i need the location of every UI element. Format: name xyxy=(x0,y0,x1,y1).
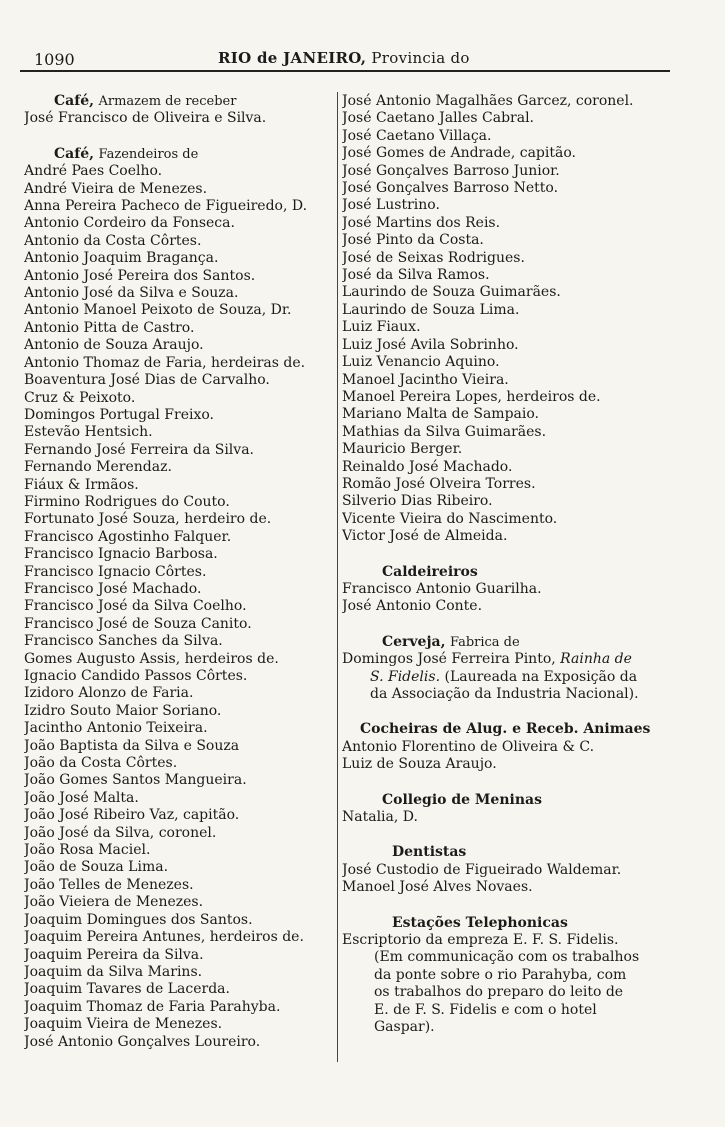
cerveja-entry-line-3: da Associação da Industria Nacional). xyxy=(370,686,639,702)
list-entry: João José Malta. xyxy=(24,789,139,806)
list-entry: Antonio José da Silva e Souza. xyxy=(24,285,239,302)
list-entry: os trabalhos do preparo do leito de xyxy=(374,984,624,1001)
list-entry: Joaquim da Silva Marins. xyxy=(24,963,203,980)
list-entry: Luiz de Souza Araujo. xyxy=(342,756,497,773)
list-entry: José Antonio Conte. xyxy=(342,598,483,615)
running-title-main: RIO de JANEIRO, xyxy=(218,49,367,67)
list-entry: André Vieira de Menezes. xyxy=(24,180,208,197)
list-entry: Francisco José de Souza Canito. xyxy=(24,615,252,632)
list-entry: Fiáux & Irmãos. xyxy=(24,476,139,493)
list-entry: José Custodio de Figueirado Waldemar. xyxy=(342,861,622,878)
list-entry: José da Silva Ramos. xyxy=(342,267,490,284)
list-entry: Joaquim Domingues dos Santos. xyxy=(24,911,253,928)
list-entry: Mathias da Silva Guimarães. xyxy=(342,423,547,440)
list-entry: José Caetano Jalles Cabral. xyxy=(342,110,534,127)
running-title xyxy=(218,49,470,67)
list-entry: Manoel Pereira Lopes, herdeiros de. xyxy=(342,388,601,405)
list-entry: José Gonçalves Barroso Junior. xyxy=(342,162,560,179)
list-entry: Antonio da Costa Côrtes. xyxy=(24,232,202,249)
list-entry: João da Costa Côrtes. xyxy=(24,755,178,772)
list-entry: Antonio Florentino de Oliveira & C. xyxy=(342,738,595,755)
list-entry: Luiz Fiaux. xyxy=(342,319,421,336)
list-entry: Mauricio Berger. xyxy=(342,441,463,458)
list-entry: Antonio José Pereira dos Santos. xyxy=(24,267,256,284)
list-entry: Izidoro Alonzo de Faria. xyxy=(24,685,194,702)
list-entry: Antonio Manoel Peixoto de Souza, Dr. xyxy=(24,302,292,319)
list-entry: José de Seixas Rodrigues. xyxy=(342,249,525,266)
cafe-fazendeiros-list xyxy=(24,163,342,1051)
list-entry: Francisco Ignacio Barbosa. xyxy=(24,546,218,563)
list-entry: João José Ribeiro Vaz, capitão. xyxy=(24,807,240,824)
category-heading-cocheiras: Cocheiras de Alug. e Receb. Animaes xyxy=(360,721,651,738)
list-entry: Fernando José Ferreira da Silva. xyxy=(24,441,254,458)
cafe-armazem-list xyxy=(24,110,342,127)
caldeireiros-list xyxy=(342,581,682,616)
list-entry: José Lustrino. xyxy=(342,197,440,214)
list-entry: Antonio Pitta de Castro. xyxy=(24,319,195,336)
list-entry: José Antonio Magalhães Garcez, coronel. xyxy=(342,93,634,109)
cafe-continued-list xyxy=(342,93,682,546)
list-entry: Francisco Agostinho Falquer. xyxy=(24,528,232,545)
list-entry: Francisco Sanches da Silva. xyxy=(24,633,223,650)
list-entry: E. de F. S. Fidelis e com o hotel xyxy=(374,1001,597,1018)
list-entry: Luiz Venancio Aquino. xyxy=(342,354,500,371)
list-entry: José Pinto da Costa. xyxy=(342,232,484,249)
list-entry: Jacintho Antonio Teixeira. xyxy=(24,720,208,737)
cerveja-entry-line-1: Domingos José Ferreira Pinto, Rainha de xyxy=(342,651,632,668)
list-entry: José Caetano Villaça. xyxy=(342,127,492,144)
list-entry: Manoel José Alves Novaes. xyxy=(342,879,533,896)
list-entry: José Francisco de Oliveira e Silva. xyxy=(24,110,267,127)
list-entry: Ignacio Candido Passos Côrtes. xyxy=(24,668,248,684)
list-entry: José Antonio Gonçalves Loureiro. xyxy=(24,1033,261,1050)
list-entry: José Gonçalves Barroso Netto. xyxy=(342,180,559,197)
list-entry: Laurindo de Souza Lima. xyxy=(342,301,520,318)
list-entry: Francisco Ignacio Côrtes. xyxy=(24,563,207,580)
list-entry: Gomes Augusto Assis, herdeiros de. xyxy=(24,650,279,667)
list-entry: Boaventura José Dias de Carvalho. xyxy=(24,372,270,389)
list-entry: João Baptista da Silva e Souza xyxy=(24,737,240,754)
cocheiras-list xyxy=(342,739,682,774)
list-entry: Escriptorio da empreza E. F. S. Fidelis. xyxy=(342,932,619,949)
dentistas-list xyxy=(342,862,682,897)
list-entry: Natalia, D. xyxy=(342,809,418,826)
list-entry: Antonio Joaquim Bragança. xyxy=(24,250,219,267)
category-heading-cafe-armazem: Café, Armazem de receber xyxy=(54,93,237,109)
list-entry: José Martins dos Reis. xyxy=(342,214,501,231)
category-heading-dentistas: Dentistas xyxy=(392,844,467,861)
list-entry: João José da Silva, coronel. xyxy=(24,824,217,841)
list-entry: Antonio Cordeiro da Fonseca. xyxy=(24,215,235,232)
list-entry: Anna Pereira Pacheco de Figueiredo, D. xyxy=(24,198,308,215)
collegio-list xyxy=(342,809,682,826)
category-heading-cerveja: Cerveja, Fabrica de xyxy=(382,633,520,650)
list-entry: Vicente Vieira do Nascimento. xyxy=(342,510,558,527)
list-entry: João Telles de Menezes. xyxy=(24,876,194,893)
list-entry: Estevão Hentsich. xyxy=(24,424,153,441)
list-entry: Joaquim Tavares de Lacerda. xyxy=(24,981,230,998)
category-heading-cafe-fazendeiros: Café, Fazendeiros de xyxy=(54,145,199,162)
list-entry: Fortunato José Souza, herdeiro de. xyxy=(24,511,272,528)
list-entry: Antonio de Souza Araujo. xyxy=(24,337,204,354)
list-entry: Romão José Olveira Torres. xyxy=(342,475,536,492)
list-entry: Fernando Merendaz. xyxy=(24,459,172,476)
list-entry: Silverio Dias Ribeiro. xyxy=(342,493,493,510)
list-entry: Mariano Malta de Sampaio. xyxy=(342,406,540,423)
list-entry: João Gomes Santos Mangueira. xyxy=(24,772,247,789)
list-entry: Firmino Rodrigues do Couto. xyxy=(24,493,230,510)
list-entry: Domingos Portugal Freixo. xyxy=(24,406,214,423)
list-entry: da ponte sobre o rio Parahyba, com xyxy=(374,966,627,983)
category-heading-caldeireiros: Caldeireiros xyxy=(382,563,478,580)
list-entry: Joaquim Pereira Antunes, herdeiros de. xyxy=(24,929,304,946)
list-entry: Francisco José da Silva Coelho. xyxy=(24,598,247,615)
list-entry: Gaspar). xyxy=(374,1019,435,1036)
right-column xyxy=(342,93,682,1037)
list-entry: Victor José de Almeida. xyxy=(342,528,508,545)
list-entry: Joaquim Pereira da Silva. xyxy=(24,946,204,963)
list-entry: João de Souza Lima. xyxy=(24,859,169,876)
page-number: 1090 xyxy=(34,50,75,69)
list-entry: Reinaldo José Machado. xyxy=(342,458,513,475)
list-entry: Izidro Souto Maior Soriano. xyxy=(24,702,222,719)
cerveja-entry-line-2: S. Fidelis. (Laureada na Exposição da xyxy=(370,668,638,685)
list-entry: Manoel Jacintho Vieira. xyxy=(342,371,509,388)
list-entry: João Rosa Maciel. xyxy=(24,842,151,859)
list-entry: Antonio Thomaz de Faria, herdeiras de. xyxy=(24,354,306,371)
estacoes-list xyxy=(342,932,682,1036)
category-heading-estacoes: Estações Telephonicas xyxy=(392,914,568,931)
list-entry: Francisco José Machado. xyxy=(24,580,202,597)
list-entry: Francisco Antonio Guarilha. xyxy=(342,580,542,597)
list-entry: Cruz & Peixoto. xyxy=(24,389,136,406)
list-entry: Joaquim Vieira de Menezes. xyxy=(24,1016,223,1033)
running-title-sub: Provincia do xyxy=(371,49,470,67)
list-entry: José Gomes de Andrade, capitão. xyxy=(342,145,576,162)
list-entry: (Em communicação com os trabalhos xyxy=(374,949,640,966)
category-heading-collegio: Collegio de Meninas xyxy=(382,791,542,808)
list-entry: André Paes Coelho. xyxy=(24,163,163,180)
list-entry: Laurindo de Souza Guimarães. xyxy=(342,284,561,301)
list-entry: Joaquim Thomaz de Faria Parahyba. xyxy=(24,998,281,1015)
list-entry: João Vieiera de Menezes. xyxy=(24,894,204,911)
list-entry: Luiz José Avila Sobrinho. xyxy=(342,336,519,353)
left-column xyxy=(24,93,342,1051)
page-header xyxy=(20,48,670,72)
